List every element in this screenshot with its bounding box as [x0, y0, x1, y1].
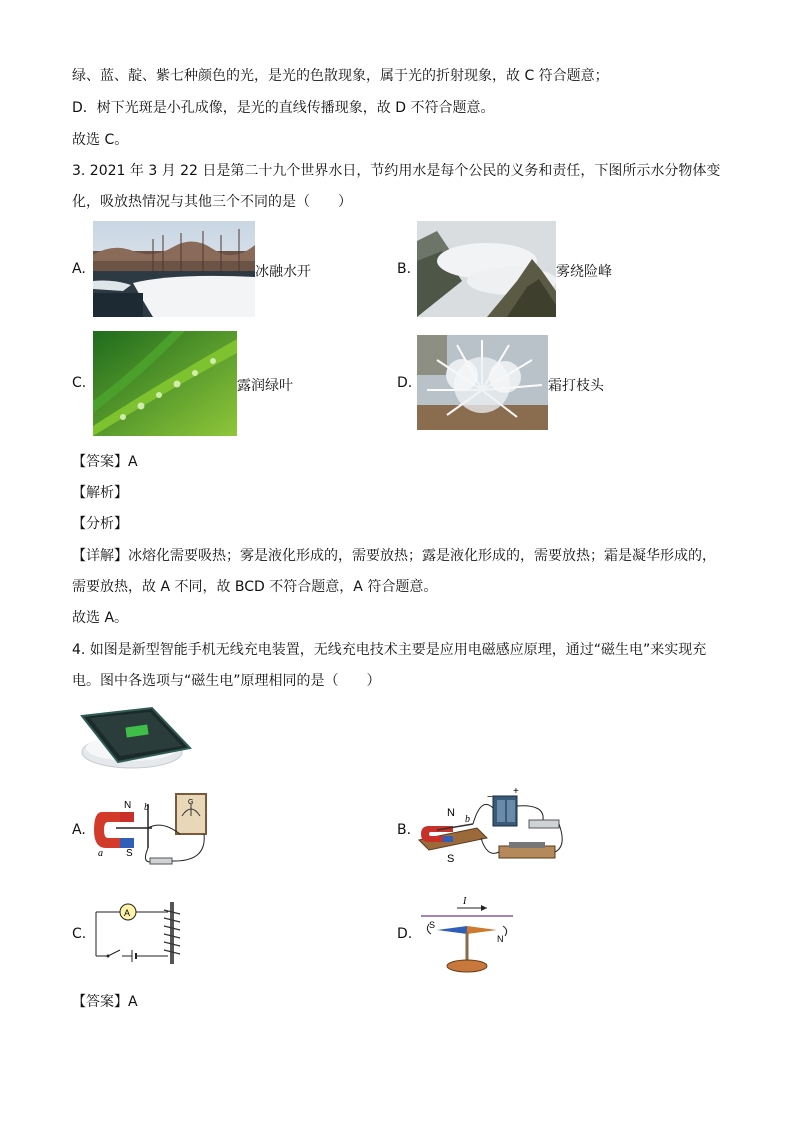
label-plus: +: [513, 786, 519, 797]
q4-answer-label: 【答案】A: [72, 994, 138, 1010]
choose-line: 故选 A。: [72, 610, 129, 626]
question-4-stem-line1: 4. 如图是新型智能手机无线充电装置，无线充电技术主要是应用电磁感应原理，通过“磁生电”来实现充: [72, 642, 707, 658]
label-b: b: [465, 814, 470, 825]
label-ammeter: A: [124, 908, 131, 918]
label-n: N: [447, 807, 455, 819]
oersted-compass-diagram: [417, 894, 517, 976]
label-n: N: [124, 800, 132, 811]
label-s: S: [447, 853, 455, 865]
wireless-charger-photo: [72, 704, 194, 772]
text-line: 绿、蓝、靛、紫七种颜色的光，是光的色散现象，属于光的折射现象，故 C 符合题意；: [72, 68, 609, 84]
q4-option-c-letter: C.: [72, 926, 87, 942]
dew-leaf-photo: [93, 331, 237, 436]
frost-branch-photo: [417, 335, 548, 430]
option-a-caption: 冰融水开: [255, 264, 311, 280]
option-c-caption: 露润绿叶: [237, 378, 293, 394]
analysis-label: 【解析】: [72, 485, 128, 501]
option-d-caption: 霜打枝头: [548, 378, 604, 394]
question-3-stem-line2: 化，吸放热情况与其他三个不同的是（ ）: [72, 194, 352, 210]
label-s: S: [429, 920, 436, 930]
label-s: S: [126, 848, 133, 859]
question-4-stem-line2: 电。图中各选项与“磁生电”原理相同的是（ ）: [72, 673, 381, 689]
ice-melting-photo: [93, 221, 255, 317]
option-a-letter: A.: [72, 261, 86, 277]
text-line: 故选 C。: [72, 132, 129, 148]
option-b-caption: 雾绕险峰: [556, 264, 612, 280]
label-current: I: [463, 896, 467, 907]
option-b-letter: B.: [397, 261, 412, 277]
motor-battery-diagram: [417, 786, 567, 876]
answer-label: 【答案】A: [72, 454, 138, 470]
detail-line1: 【详解】冰熔化需要吸热；雾是液化形成的，需要放热；露是液化形成的，需要放热；霜是凝华形成的，: [72, 548, 716, 564]
label-a: a: [98, 848, 103, 859]
q4-option-d-letter: D.: [397, 926, 413, 942]
detail-line2: 需要放热，故 A 不同，故 BCD 不符合题意，A 符合题意。: [72, 579, 438, 595]
label-minus: −: [487, 792, 493, 803]
fenxi-label: 【分析】: [72, 516, 128, 532]
ammeter-coil-circuit-diagram: [92, 898, 192, 968]
label-b: b: [144, 802, 149, 813]
q4-option-a-letter: A.: [72, 822, 86, 838]
q4-option-b-letter: B.: [397, 822, 412, 838]
option-c-letter: C.: [72, 375, 87, 391]
text-line: D．树下光斑是小孔成像，是光的直线传播现象，故 D 不符合题意。: [72, 100, 495, 116]
fog-mountain-photo: [417, 221, 556, 317]
label-n: N: [497, 934, 504, 944]
option-d-letter: D.: [397, 375, 413, 391]
generator-galvanometer-diagram: [92, 790, 212, 870]
question-3-stem-line1: 3. 2021 年 3 月 22 日是第二十九个世界水日，节约用水是每个公民的义务和责任，下图所示水分物体变: [72, 163, 721, 179]
label-g: G: [188, 799, 194, 806]
